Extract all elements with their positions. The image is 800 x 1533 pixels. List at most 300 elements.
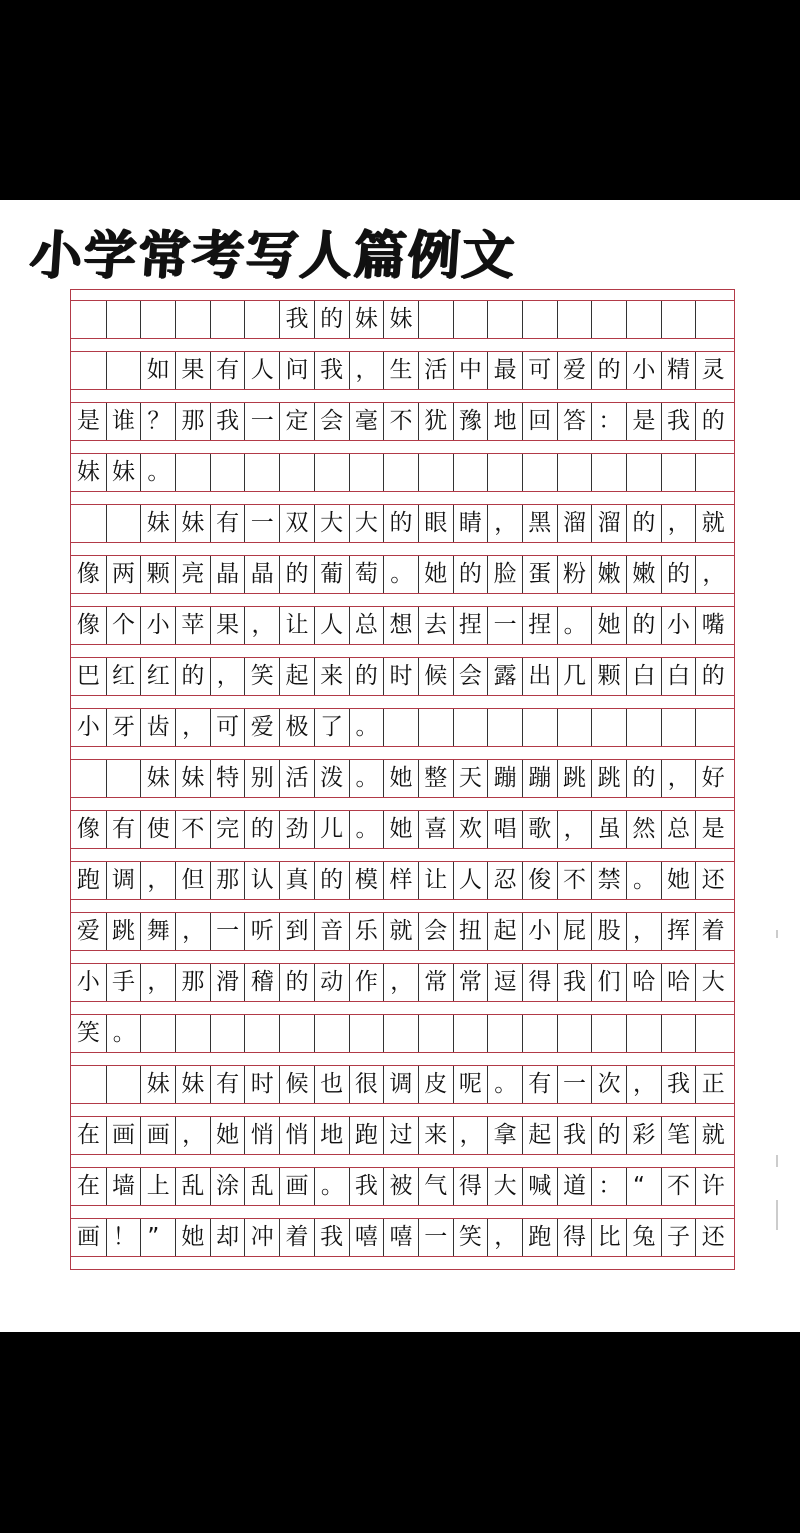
grid-cell: 候 (279, 1066, 314, 1103)
grid-cell: 的 (591, 1117, 626, 1154)
grid-cell: 嫩 (626, 556, 661, 593)
grid-cell (695, 709, 730, 746)
grid-cell: 跑 (76, 867, 100, 893)
grid-row (71, 810, 734, 849)
grid-cell: 她 (175, 1219, 210, 1256)
grid-cell: 几 (557, 658, 592, 695)
grid-cell: 红 (106, 658, 141, 695)
grid-cell: 调 (106, 862, 141, 899)
grid-cell: 哈 (661, 964, 696, 1001)
grid-cell: ， (453, 1117, 488, 1154)
grid-row (71, 555, 734, 594)
grid-cell: 欢 (453, 811, 488, 848)
grid-cell: 。 (140, 454, 175, 491)
grid-cell: 墙 (106, 1168, 141, 1205)
grid-cell: 的 (695, 403, 730, 440)
grid-cell (383, 709, 418, 746)
grid-cell: 有 (210, 352, 245, 389)
grid-cell: ， (661, 505, 696, 542)
grid-cell: 气 (418, 1168, 453, 1205)
grid-cell: 比 (591, 1219, 626, 1256)
grid-cell: 她 (661, 862, 696, 899)
grid-cell: 跑 (522, 1219, 557, 1256)
grid-cell (175, 1015, 210, 1052)
grid-cell: 乱 (244, 1168, 279, 1205)
grid-cell: 小 (76, 969, 100, 995)
grid-cell: 天 (453, 760, 488, 797)
grid-cell: 笑 (76, 1020, 100, 1046)
grid-cell: 嘻 (349, 1219, 384, 1256)
grid-cell: 果 (175, 352, 210, 389)
grid-cell: 小 (661, 607, 696, 644)
grid-cell: 毫 (349, 403, 384, 440)
grid-cell: 爱 (244, 709, 279, 746)
grid-cell (453, 301, 488, 338)
grid-cell: 人 (244, 352, 279, 389)
edge-mark (776, 1155, 778, 1167)
grid-cell: 地 (314, 1117, 349, 1154)
grid-cell: 嘻 (383, 1219, 418, 1256)
grid-cell: 整 (418, 760, 453, 797)
grid-cell (71, 301, 106, 338)
grid-cell: 乐 (349, 913, 384, 950)
grid-cell: 正 (695, 1066, 730, 1103)
grid-cell (279, 454, 314, 491)
grid-cell: 儿 (314, 811, 349, 848)
grid-cell: 问 (279, 352, 314, 389)
grid-cell: 过 (383, 1117, 418, 1154)
grid-cell: 妹 (383, 301, 418, 338)
grid-cell: 爱 (76, 918, 100, 944)
grid-cell: 像 (76, 561, 100, 587)
grid-cell (522, 454, 557, 491)
grid-cell: ， (383, 964, 418, 1001)
grid-cell: 黑 (522, 505, 557, 542)
grid-cell: 白 (626, 658, 661, 695)
grid-cell: 完 (210, 811, 245, 848)
grid-cell: 妹 (140, 505, 175, 542)
grid-cell: 很 (349, 1066, 384, 1103)
grid-cell: 可 (210, 709, 245, 746)
grid-cell: 妹 (140, 760, 175, 797)
grid-cell: 们 (591, 964, 626, 1001)
grid-cell: 脸 (487, 556, 522, 593)
grid-cell: 嘴 (695, 607, 730, 644)
grid-cell (140, 1015, 175, 1052)
grid-cell: 我 (210, 403, 245, 440)
grid-cell (453, 1015, 488, 1052)
grid-cell: 得 (453, 1168, 488, 1205)
grid-cell: 的 (279, 556, 314, 593)
grid-cell: 那 (175, 964, 210, 1001)
grid-cell: 露 (487, 658, 522, 695)
grid-cell: 小 (140, 607, 175, 644)
grid-cell: 她 (210, 1117, 245, 1154)
grid-cell: 。 (557, 607, 592, 644)
grid-cell: 。 (314, 1168, 349, 1205)
grid-cell (557, 301, 592, 338)
grid-cell: 生 (383, 352, 418, 389)
grid-cell: 捏 (522, 607, 557, 644)
grid-cell: 的 (279, 964, 314, 1001)
grid-cell: 涂 (210, 1168, 245, 1205)
grid-cell: 拿 (487, 1117, 522, 1154)
grid-cell (418, 454, 453, 491)
grid-cell: 的 (661, 556, 696, 593)
grid-row (71, 1167, 734, 1206)
grid-cell: 妹 (175, 505, 210, 542)
grid-cell: 道 (557, 1168, 592, 1205)
grid-cell: 皮 (418, 1066, 453, 1103)
grid-cell: 俊 (522, 862, 557, 899)
grid-cell: 有 (210, 1066, 245, 1103)
grid-cell (106, 1066, 141, 1103)
grid-row (71, 1218, 734, 1257)
grid-cell (591, 454, 626, 491)
grid-cell: 。 (349, 760, 384, 797)
grid-cell: 起 (522, 1117, 557, 1154)
grid-cell: 总 (349, 607, 384, 644)
grid-cell: 常 (418, 964, 453, 1001)
grid-cell (71, 760, 106, 797)
grid-cell (661, 454, 696, 491)
grid-cell: 呢 (453, 1066, 488, 1103)
grid-cell (106, 301, 141, 338)
grid-cell: 好 (695, 760, 730, 797)
document-sheet (0, 200, 800, 1332)
grid-cell: 她 (418, 556, 453, 593)
grid-cell: 蹦 (522, 760, 557, 797)
grid-cell: 最 (487, 352, 522, 389)
grid-cell: ， (244, 607, 279, 644)
grid-cell (487, 1015, 522, 1052)
grid-cell: 妹 (76, 459, 100, 485)
grid-cell (418, 709, 453, 746)
grid-cell: 的 (591, 352, 626, 389)
grid-cell: 笑 (244, 658, 279, 695)
grid-cell: 跳 (106, 913, 141, 950)
grid-cell (453, 454, 488, 491)
grid-cell (591, 1015, 626, 1052)
grid-cell (314, 1015, 349, 1052)
grid-row (71, 708, 734, 747)
grid-cell (140, 301, 175, 338)
grid-cell: 滑 (210, 964, 245, 1001)
grid-cell: 小 (626, 352, 661, 389)
grid-cell: 是 (626, 403, 661, 440)
grid-cell: 灵 (695, 352, 730, 389)
grid-cell: 舞 (140, 913, 175, 950)
grid-cell (210, 1015, 245, 1052)
grid-cell: 红 (140, 658, 175, 695)
grid-cell: 扭 (453, 913, 488, 950)
grid-cell: 真 (279, 862, 314, 899)
grid-cell: 屁 (557, 913, 592, 950)
grid-cell: 的 (695, 658, 730, 695)
grid-cell: 不 (661, 1168, 696, 1205)
grid-cell: 妹 (106, 454, 141, 491)
grid-cell: 笔 (661, 1117, 696, 1154)
grid-cell (210, 454, 245, 491)
grid-cell: 上 (140, 1168, 175, 1205)
grid-cell (71, 352, 106, 389)
grid-cell: 的 (626, 505, 661, 542)
grid-cell: 想 (383, 607, 418, 644)
grid-cell: 喊 (522, 1168, 557, 1205)
grid-row (71, 606, 734, 645)
grid-cell: 样 (383, 862, 418, 899)
grid-cell (695, 301, 730, 338)
grid-cell: 可 (522, 352, 557, 389)
grid-cell: 是 (695, 811, 730, 848)
grid-cell: 齿 (140, 709, 175, 746)
grid-cell: 画 (76, 1224, 100, 1250)
grid-cell: 的 (175, 658, 210, 695)
grid-row (71, 300, 734, 339)
page-title: 小学常考写人篇例文 (27, 226, 519, 286)
grid-cell: 还 (695, 1219, 730, 1256)
grid-cell: 禁 (591, 862, 626, 899)
grid-cell: 泼 (314, 760, 349, 797)
grid-cell: 歌 (522, 811, 557, 848)
grid-cell: 答 (557, 403, 592, 440)
grid-cell: 稽 (244, 964, 279, 1001)
grid-cell: 画 (279, 1168, 314, 1205)
grid-paper (70, 289, 735, 1270)
grid-cell: 回 (522, 403, 557, 440)
grid-cell: 大 (695, 964, 730, 1001)
grid-cell: 妹 (349, 301, 384, 338)
grid-cell: 一 (487, 607, 522, 644)
grid-cell: ， (557, 811, 592, 848)
grid-cell (591, 301, 626, 338)
grid-cell: 喜 (418, 811, 453, 848)
grid-row (71, 1014, 734, 1053)
grid-cell (175, 454, 210, 491)
grid-cell: 的 (626, 760, 661, 797)
grid-cell: ， (140, 964, 175, 1001)
grid-cell: ？ (140, 403, 175, 440)
grid-cell: ， (487, 505, 522, 542)
grid-cell (487, 709, 522, 746)
grid-cell: 兔 (626, 1219, 661, 1256)
grid-cell: 的 (383, 505, 418, 542)
grid-cell: 子 (661, 1219, 696, 1256)
grid-cell: 别 (244, 760, 279, 797)
grid-cell: 有 (106, 811, 141, 848)
grid-cell: 挥 (661, 913, 696, 950)
grid-cell: 到 (279, 913, 314, 950)
grid-cell: 像 (76, 612, 100, 638)
grid-row (71, 1065, 734, 1104)
grid-cell: 笑 (453, 1219, 488, 1256)
grid-cell: 大 (314, 505, 349, 542)
grid-cell: 睛 (453, 505, 488, 542)
grid-cell: 在 (76, 1173, 100, 1199)
grid-cell (106, 505, 141, 542)
grid-cell: 手 (106, 964, 141, 1001)
grid-cell: 音 (314, 913, 349, 950)
grid-cell: 时 (244, 1066, 279, 1103)
grid-cell (244, 301, 279, 338)
grid-cell: 就 (695, 1117, 730, 1154)
grid-cell (695, 1015, 730, 1052)
grid-cell: 眼 (418, 505, 453, 542)
grid-cell: 去 (418, 607, 453, 644)
grid-cell: 谁 (106, 403, 141, 440)
grid-cell (626, 301, 661, 338)
grid-cell (244, 1015, 279, 1052)
grid-cell: 牙 (106, 709, 141, 746)
grid-cell: 跳 (591, 760, 626, 797)
grid-cell: 的 (626, 607, 661, 644)
grid-cell: 时 (383, 658, 418, 695)
grid-cell: 常 (453, 964, 488, 1001)
grid-cell: ： (591, 1168, 626, 1205)
grid-cell: 悄 (279, 1117, 314, 1154)
grid-cell: 。 (349, 709, 384, 746)
grid-cell (522, 709, 557, 746)
grid-cell: 。 (106, 1015, 141, 1052)
grid-row (71, 861, 734, 900)
grid-row (71, 1116, 734, 1155)
grid-cell: 候 (418, 658, 453, 695)
grid-cell: 虽 (591, 811, 626, 848)
grid-cell: 的 (349, 658, 384, 695)
grid-cell (71, 505, 106, 542)
grid-cell (71, 1066, 106, 1103)
grid-cell: 豫 (453, 403, 488, 440)
grid-cell: 果 (210, 607, 245, 644)
grid-cell: 极 (279, 709, 314, 746)
grid-row (71, 759, 734, 798)
grid-cell: 彩 (626, 1117, 661, 1154)
grid-cell: 小 (522, 913, 557, 950)
grid-cell: 。 (383, 556, 418, 593)
grid-cell: 她 (383, 760, 418, 797)
grid-cell (557, 709, 592, 746)
grid-cell: 像 (76, 816, 100, 842)
grid-cell: 颗 (140, 556, 175, 593)
grid-cell (418, 1015, 453, 1052)
grid-cell (487, 301, 522, 338)
grid-cell: 亮 (175, 556, 210, 593)
grid-cell: 中 (453, 352, 488, 389)
grid-cell: 的 (314, 862, 349, 899)
grid-cell: 跳 (557, 760, 592, 797)
grid-cell (210, 301, 245, 338)
grid-cell: 活 (418, 352, 453, 389)
grid-cell: 一 (210, 913, 245, 950)
grid-cell: 跑 (349, 1117, 384, 1154)
grid-cell: 冲 (244, 1219, 279, 1256)
grid-cell: 她 (591, 607, 626, 644)
grid-cell (557, 1015, 592, 1052)
grid-cell: 来 (418, 1117, 453, 1154)
grid-cell: 模 (349, 862, 384, 899)
grid-cell: 那 (210, 862, 245, 899)
grid-cell: 有 (522, 1066, 557, 1103)
grid-cell: 股 (591, 913, 626, 950)
grid-cell: 嫩 (591, 556, 626, 593)
grid-cell: ， (626, 913, 661, 950)
grid-cell: 着 (279, 1219, 314, 1256)
grid-cell: 来 (314, 658, 349, 695)
grid-cell: 她 (383, 811, 418, 848)
grid-cell: 画 (140, 1117, 175, 1154)
grid-cell: 不 (175, 811, 210, 848)
grid-cell: 起 (487, 913, 522, 950)
grid-cell: 白 (661, 658, 696, 695)
grid-cell: 会 (453, 658, 488, 695)
grid-cell: 两 (106, 556, 141, 593)
grid-cell: 哈 (626, 964, 661, 1001)
grid-cell (349, 454, 384, 491)
grid-cell: 溜 (591, 505, 626, 542)
grid-cell: 那 (175, 403, 210, 440)
grid-cell: 萄 (349, 556, 384, 593)
grid-cell: 乱 (175, 1168, 210, 1205)
grid-cell: 还 (695, 862, 730, 899)
grid-cell (487, 454, 522, 491)
grid-cell: 让 (418, 862, 453, 899)
grid-cell: 唱 (487, 811, 522, 848)
grid-cell (279, 1015, 314, 1052)
grid-cell: 调 (383, 1066, 418, 1103)
grid-cell: ， (626, 1066, 661, 1103)
grid-cell: 定 (279, 403, 314, 440)
grid-row (71, 453, 734, 492)
edge-mark (776, 1200, 778, 1230)
grid-row (71, 912, 734, 951)
grid-cell (661, 301, 696, 338)
grid-cell: 晶 (244, 556, 279, 593)
grid-cell: ， (349, 352, 384, 389)
grid-cell: 个 (106, 607, 141, 644)
grid-cell: 双 (279, 505, 314, 542)
grid-cell: ， (175, 709, 210, 746)
grid-cell: 大 (349, 505, 384, 542)
grid-cell (244, 454, 279, 491)
grid-cell: 蛋 (522, 556, 557, 593)
grid-cell: 爱 (557, 352, 592, 389)
grid-cell: 一 (557, 1066, 592, 1103)
grid-cell: 是 (76, 408, 100, 434)
grid-cell: 逗 (487, 964, 522, 1001)
grid-cell (695, 454, 730, 491)
grid-cell: 我 (279, 301, 314, 338)
grid-cell: 颗 (591, 658, 626, 695)
grid-cell: “ (626, 1168, 661, 1205)
grid-cell (661, 1015, 696, 1052)
grid-cell: 不 (557, 862, 592, 899)
grid-cell: 了 (314, 709, 349, 746)
grid-cell: ， (175, 1117, 210, 1154)
grid-cell (106, 352, 141, 389)
grid-cell: 在 (76, 1122, 100, 1148)
grid-cell: ， (210, 658, 245, 695)
grid-cell: 葡 (314, 556, 349, 593)
grid-cell: 就 (383, 913, 418, 950)
grid-row (71, 351, 734, 390)
grid-cell: ， (695, 556, 730, 593)
grid-row (71, 657, 734, 696)
grid-cell (349, 1015, 384, 1052)
grid-cell: 被 (383, 1168, 418, 1205)
grid-cell: 会 (418, 913, 453, 950)
grid-cell: 活 (279, 760, 314, 797)
grid-cell: 妹 (140, 1066, 175, 1103)
